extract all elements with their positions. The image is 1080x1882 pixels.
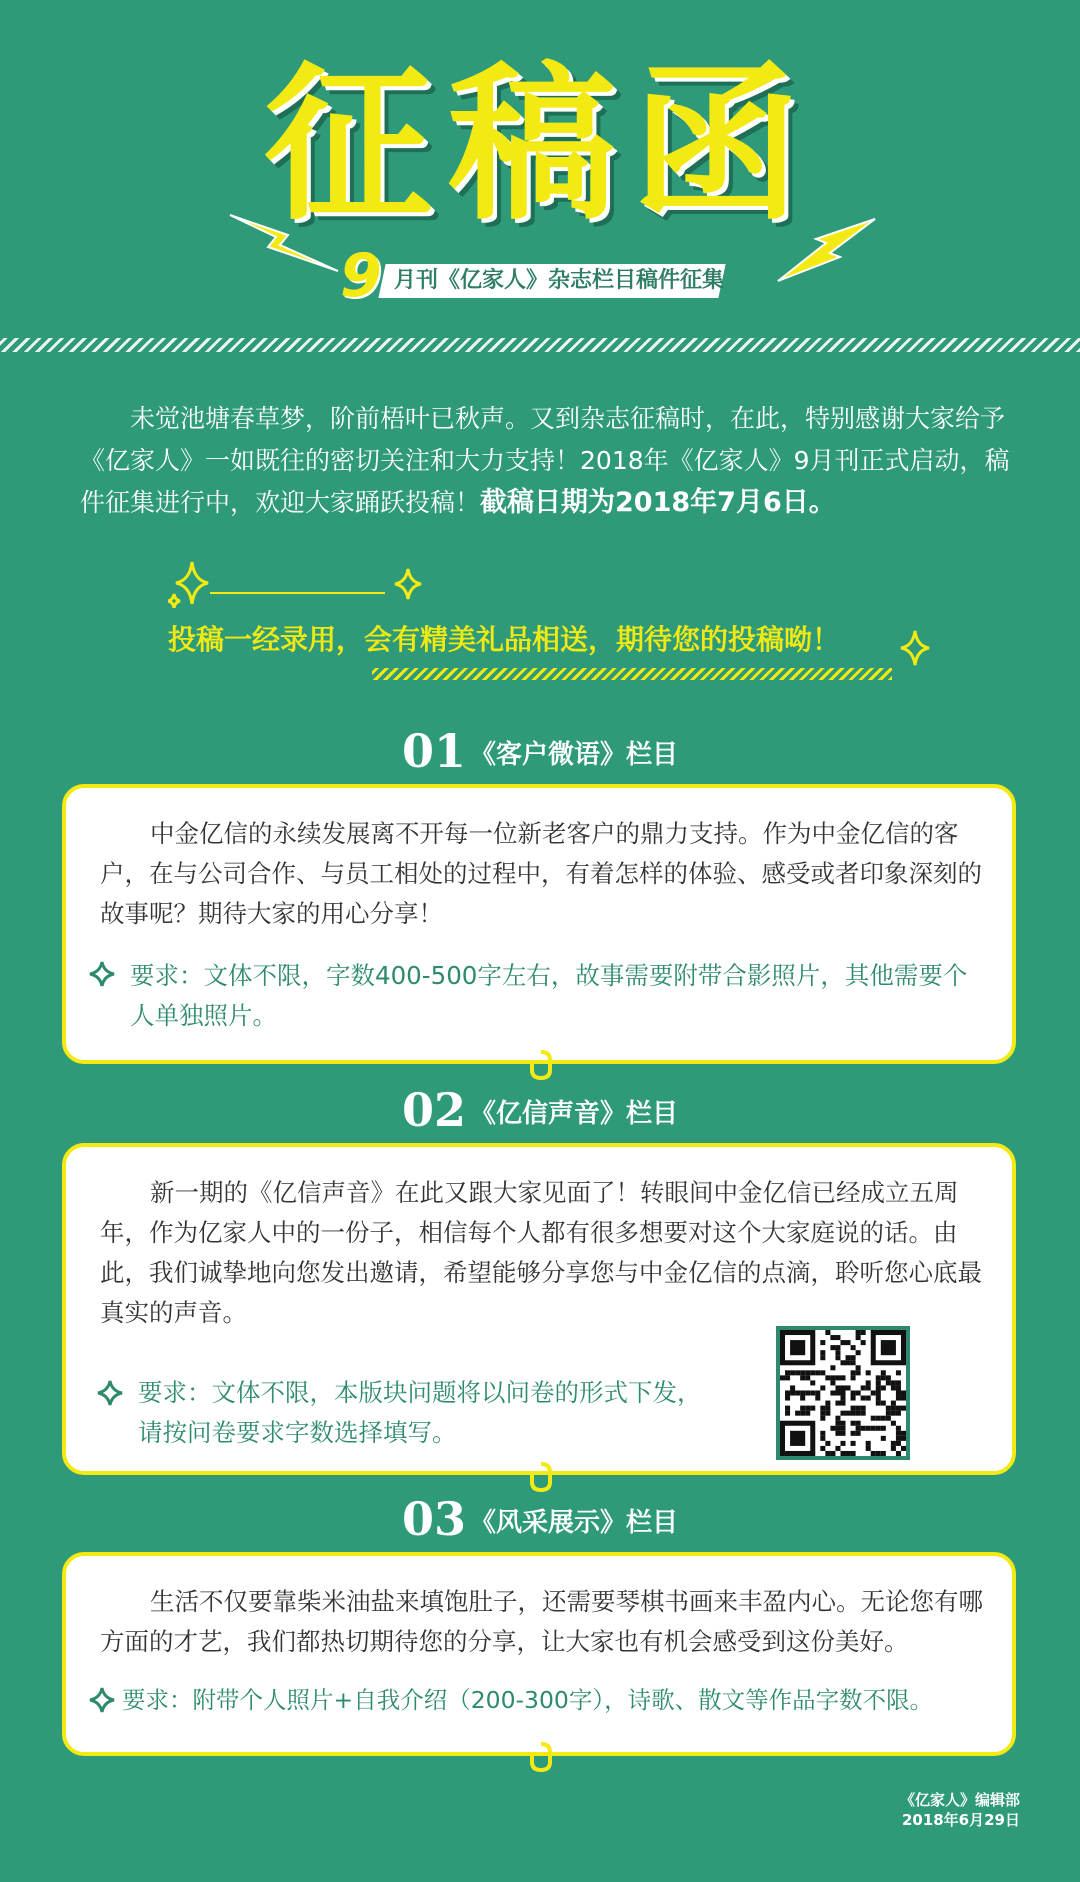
paperclip-icon [530, 1050, 552, 1080]
section-title: 《客户微语》栏目 [470, 740, 679, 770]
section-requirement: 要求：文体不限，字数400-500字左右，故事需要附带合影照片，其他需要个人单独照片。 [130, 961, 968, 1030]
intro-text: 未觉池塘春草梦，阶前梧叶已秋声。又到杂志征稿时，在此，特别感谢大家给予《亿家人》一如既往的密切关注和大力支持！2018年《亿家人》9月刊正式启动，稿件征集进行中，欢迎大家踊跃投稿！ [80, 404, 1010, 517]
paperclip-icon [530, 1742, 552, 1772]
section-1-card [62, 784, 1016, 1064]
section-3-heading [0, 1494, 1080, 1548]
section-number: 01 [401, 724, 466, 778]
section-title: 《亿信声音》栏目 [470, 1099, 679, 1129]
sparkle-icon [88, 960, 116, 988]
cta-stripe [372, 668, 892, 680]
requirement-line-1: 要求：文体不限，本版块问题将以问卷的形式下发， [138, 1378, 702, 1407]
section-3-card [62, 1552, 1016, 1756]
qr-code[interactable] [776, 1326, 910, 1460]
qr-code-pattern [780, 1330, 906, 1456]
striped-divider [0, 338, 1080, 352]
footer-date: 2018年6月29日 [901, 1811, 1020, 1829]
sparkle-icon [898, 628, 932, 668]
section-1-heading [0, 726, 1080, 780]
subtitle [340, 241, 760, 311]
sparkle-icon [96, 1379, 124, 1407]
cta-text: 投稿一经录用，会有精美礼品相送，期待您的投稿呦！ [168, 623, 841, 656]
section-2-heading [0, 1085, 1080, 1139]
footer-dept: 《亿家人》编辑部 [899, 1791, 1020, 1809]
section-body: 中金亿信的永续发展离不开每一位新老客户的鼎力支持。作为中金亿信的客户，在与公司合作、与员工相处的过程中，有着怎样的体验、感受或者印象深刻的故事呢？期待大家的用心分享！ [100, 819, 982, 928]
requirement-line-2: 请按问卷要求字数选择填写。 [138, 1418, 457, 1447]
sparkle-icon [168, 558, 214, 608]
page-title: 征稿函 [264, 47, 816, 243]
section-number: 03 [401, 1492, 466, 1546]
section-number: 02 [401, 1083, 466, 1137]
section-requirement: 要求：附带个人照片+自我介绍（200-300字），诗歌、散文等作品字数不限。 [122, 1686, 934, 1714]
deadline-text: 截稿日期为2018年7月6日。 [480, 487, 836, 518]
section-body: 生活不仅要靠柴米油盐来填饱肚子，还需要琴棋书画来丰盈内心。无论您有哪方面的才艺，我们都热切期待您的分享，让大家也有机会感受到这份美好。 [100, 1587, 983, 1656]
intro-paragraph [80, 398, 1010, 524]
cta-underline [210, 592, 385, 594]
section-title: 《风采展示》栏目 [470, 1508, 679, 1538]
sparkle-icon [88, 1686, 116, 1714]
footer [820, 1790, 1020, 1830]
subtitle-number: 9 [340, 241, 382, 311]
subtitle-text: 月刊《亿家人》杂志栏目稿件征集 [394, 268, 725, 293]
paperclip-icon [530, 1462, 552, 1492]
section-body: 新一期的《亿信声音》在此又跟大家见面了！转眼间中金亿信已经成立五周年，作为亿家人中的一份子，相信每个人都有很多想要对这个大家庭说的话。由此，我们诚挚地向您发出邀请，希望能够分享您与中金亿信的点滴，聆听您心底最真实的声音。 [100, 1178, 982, 1327]
sparkle-icon [392, 566, 424, 602]
section-requirement [138, 1373, 778, 1453]
